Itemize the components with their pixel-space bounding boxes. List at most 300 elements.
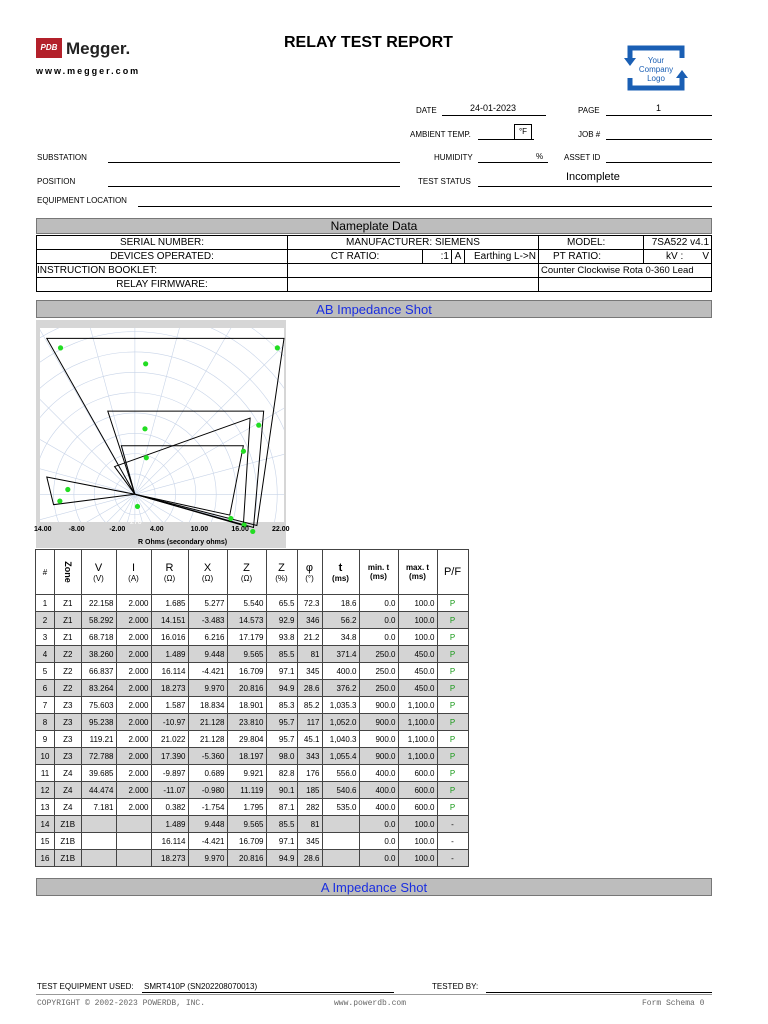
table-cell: 18.273 xyxy=(151,850,188,867)
logo-text-2: Company xyxy=(638,65,674,74)
table-cell: 1.795 xyxy=(227,799,266,816)
table-cell: 100.0 xyxy=(398,850,437,867)
x-tick-label: -2.00 xyxy=(109,526,126,533)
table-cell: 16.016 xyxy=(151,629,188,646)
table-cell: 282 xyxy=(297,799,322,816)
table-cell: 15 xyxy=(36,833,55,850)
megger-logo xyxy=(36,38,146,60)
x-tick-label: 16.00 xyxy=(231,526,249,533)
table-row xyxy=(36,629,469,646)
ct-ratio: :1 xyxy=(422,250,451,263)
angle-label: 270 xyxy=(130,519,142,526)
table-cell: 38.260 xyxy=(81,646,116,663)
status-field[interactable]: Incomplete xyxy=(478,174,712,187)
table-cell xyxy=(116,816,151,833)
table-cell: 9.970 xyxy=(188,680,227,697)
table-cell: 556.0 xyxy=(322,765,359,782)
table-cell: 1.489 xyxy=(151,646,188,663)
table-row xyxy=(36,595,469,612)
ct-label: CT RATIO: xyxy=(330,251,380,262)
table-cell: Z4 xyxy=(55,765,82,782)
table-row xyxy=(36,833,469,850)
table-cell: 21.2 xyxy=(297,629,322,646)
logo-text-1: Your xyxy=(647,56,665,65)
table-cell: Z2 xyxy=(55,680,82,697)
ct-cell xyxy=(288,250,539,264)
humidity-label: HUMIDITY xyxy=(434,153,473,162)
table-cell: 5 xyxy=(36,663,55,680)
col-header: min. t (ms) xyxy=(359,550,398,595)
table-row xyxy=(36,816,469,833)
table-cell: 0.0 xyxy=(359,595,398,612)
test-equipment-label: TEST EQUIPMENT USED: xyxy=(37,982,134,991)
table-cell: Z1B xyxy=(55,816,82,833)
test-point xyxy=(58,345,63,350)
x-axis-label: R Ohms (secondary ohms) xyxy=(138,539,228,546)
page-title: RELAY TEST REPORT xyxy=(284,34,453,51)
col-header: max. t (ms) xyxy=(398,550,437,595)
table-cell: 28.6 xyxy=(297,680,322,697)
serial-label: SERIAL NUMBER: xyxy=(37,236,288,250)
brand-name: Megger. xyxy=(66,39,131,58)
col-header: I (A) xyxy=(116,550,151,595)
table-cell: 535.0 xyxy=(322,799,359,816)
table-cell: - xyxy=(437,850,468,867)
table-cell: 18.834 xyxy=(188,697,227,714)
tested-by-label: TESTED BY: xyxy=(432,982,479,991)
table-cell: 2.000 xyxy=(116,629,151,646)
table-cell xyxy=(322,816,359,833)
table-cell: 39.685 xyxy=(81,765,116,782)
date-label: DATE xyxy=(416,106,437,115)
model-label: MODEL: xyxy=(539,236,644,250)
table-cell: 2.000 xyxy=(116,765,151,782)
form-schema: Form Schema 0 xyxy=(642,999,705,1008)
col-header: φ (°) xyxy=(297,550,322,595)
table-cell: 9.565 xyxy=(227,646,266,663)
manufacturer-cell: MANUFACTURER: SIEMENS xyxy=(288,236,539,250)
table-cell: 2.000 xyxy=(116,697,151,714)
table-cell: 10 xyxy=(36,748,55,765)
table-cell: 6 xyxy=(36,680,55,697)
col-header: P/F xyxy=(437,550,468,595)
table-cell: - xyxy=(437,833,468,850)
table-cell: 82.8 xyxy=(266,765,297,782)
devices-label: DEVICES OPERATED: xyxy=(37,250,288,264)
table-cell: 12 xyxy=(36,782,55,799)
table-cell: 0.0 xyxy=(359,833,398,850)
table-cell xyxy=(116,850,151,867)
x-tick-label: -8.00 xyxy=(68,526,85,533)
a-section-title: A Impedance Shot xyxy=(36,878,712,896)
table-cell: 7 xyxy=(36,697,55,714)
table-cell: 97.1 xyxy=(266,833,297,850)
pt-label: PT RATIO: xyxy=(539,250,644,264)
table-cell: 250.0 xyxy=(359,663,398,680)
table-cell: 400.0 xyxy=(359,782,398,799)
table-cell: 1,100.0 xyxy=(398,714,437,731)
table-cell: -4.421 xyxy=(188,833,227,850)
nameplate-title: Nameplate Data xyxy=(36,218,712,234)
rotation: Counter Clockwise Rota 0-360 Lead xyxy=(539,264,712,278)
col-header: V (V) xyxy=(81,550,116,595)
col-header: X (Ω) xyxy=(188,550,227,595)
table-cell: 9.970 xyxy=(188,850,227,867)
table-cell: 98.0 xyxy=(266,748,297,765)
table-cell: 17.390 xyxy=(151,748,188,765)
table-cell: -1.754 xyxy=(188,799,227,816)
page-label: PAGE xyxy=(578,106,600,115)
table-row xyxy=(36,782,469,799)
table-cell: 600.0 xyxy=(398,799,437,816)
table-cell: 2.000 xyxy=(116,799,151,816)
table-cell: 94.9 xyxy=(266,680,297,697)
table-cell: 14 xyxy=(36,816,55,833)
asset-label: ASSET ID xyxy=(564,153,601,162)
nameplate-table xyxy=(36,235,712,292)
table-cell: 0.689 xyxy=(188,765,227,782)
table-cell: 9 xyxy=(36,731,55,748)
manufacturer-value: SIEMENS xyxy=(434,237,480,248)
table-cell: Z1B xyxy=(55,833,82,850)
date-field[interactable]: 24-01-2023 xyxy=(442,103,546,116)
table-cell: 9.448 xyxy=(188,646,227,663)
table-cell: 95.7 xyxy=(266,731,297,748)
x-tick-label: 22.00 xyxy=(272,526,290,533)
table-cell: 66.837 xyxy=(81,663,116,680)
table-cell: 2.000 xyxy=(116,782,151,799)
footer-site: www.powerdb.com xyxy=(334,999,407,1008)
test-point xyxy=(250,529,255,534)
table-row xyxy=(36,765,469,782)
table-cell: 29.804 xyxy=(227,731,266,748)
table-cell: P xyxy=(437,646,468,663)
table-cell: 13 xyxy=(36,799,55,816)
powerdb-mark-icon: PDB xyxy=(36,38,62,58)
table-cell: P xyxy=(437,748,468,765)
table-cell: 90.1 xyxy=(266,782,297,799)
table-cell: 0.0 xyxy=(359,816,398,833)
table-cell: Z3 xyxy=(55,697,82,714)
table-cell: 900.0 xyxy=(359,731,398,748)
table-cell: 92.9 xyxy=(266,612,297,629)
table-cell: P xyxy=(437,697,468,714)
table-row xyxy=(36,714,469,731)
ct-unit: A xyxy=(451,250,465,263)
job-label: JOB # xyxy=(578,130,601,139)
table-cell: 16.709 xyxy=(227,833,266,850)
table-cell: 20.816 xyxy=(227,850,266,867)
table-cell: P xyxy=(437,765,468,782)
table-cell xyxy=(322,850,359,867)
table-cell xyxy=(81,833,116,850)
table-cell: 1.489 xyxy=(151,816,188,833)
table-cell: 176 xyxy=(297,765,322,782)
table-cell: Z4 xyxy=(55,782,82,799)
impedance-chart-svg xyxy=(34,320,290,548)
table-cell: 16.709 xyxy=(227,663,266,680)
table-cell: -9.897 xyxy=(151,765,188,782)
col-header: Zone xyxy=(55,550,82,595)
table-cell: 21.022 xyxy=(151,731,188,748)
test-point xyxy=(228,516,233,521)
table-cell: 450.0 xyxy=(398,680,437,697)
table-cell: 22.158 xyxy=(81,595,116,612)
equipment-location-label: EQUIPMENT LOCATION xyxy=(37,196,127,205)
table-cell: 8 xyxy=(36,714,55,731)
logo-text-3: Logo xyxy=(647,74,665,83)
booklet-label: INSTRUCTION BOOKLET: xyxy=(37,264,288,278)
table-cell: -3.483 xyxy=(188,612,227,629)
table-cell: 75.603 xyxy=(81,697,116,714)
table-cell: 1,100.0 xyxy=(398,748,437,765)
table-cell: 540.6 xyxy=(322,782,359,799)
table-cell: 2.000 xyxy=(116,612,151,629)
table-cell: 18.6 xyxy=(322,595,359,612)
table-cell: -11.07 xyxy=(151,782,188,799)
table-cell: 93.8 xyxy=(266,629,297,646)
tested-by-field[interactable] xyxy=(486,980,712,993)
table-row xyxy=(36,697,469,714)
table-cell: 346 xyxy=(297,612,322,629)
results-table xyxy=(35,549,469,867)
table-cell: 18.901 xyxy=(227,697,266,714)
table-cell: P xyxy=(437,663,468,680)
table-cell: 0.0 xyxy=(359,629,398,646)
test-point xyxy=(256,423,261,428)
table-cell: 345 xyxy=(297,663,322,680)
table-cell: 87.1 xyxy=(266,799,297,816)
table-cell: Z2 xyxy=(55,663,82,680)
test-point xyxy=(142,426,147,431)
table-cell: 100.0 xyxy=(398,816,437,833)
table-row xyxy=(36,731,469,748)
table-cell: 250.0 xyxy=(359,646,398,663)
table-cell: 45.1 xyxy=(297,731,322,748)
table-cell: 6.216 xyxy=(188,629,227,646)
ambient-unit: °F xyxy=(514,124,532,140)
table-cell: Z3 xyxy=(55,714,82,731)
table-cell: 2.000 xyxy=(116,663,151,680)
table-cell: 2.000 xyxy=(116,595,151,612)
table-cell: 1,100.0 xyxy=(398,731,437,748)
table-cell: 5.540 xyxy=(227,595,266,612)
table-cell: P xyxy=(437,629,468,646)
table-cell: 97.1 xyxy=(266,663,297,680)
col-header: # xyxy=(36,550,55,595)
table-cell: 1,040.3 xyxy=(322,731,359,748)
firmware-label: RELAY FIRMWARE: xyxy=(37,278,288,292)
position-label: POSITION xyxy=(37,177,76,186)
table-cell: 0.0 xyxy=(359,612,398,629)
table-cell: 400.0 xyxy=(359,799,398,816)
table-cell: 68.718 xyxy=(81,629,116,646)
table-cell: 1 xyxy=(36,595,55,612)
table-cell: 100.0 xyxy=(398,612,437,629)
table-cell: 85.5 xyxy=(266,816,297,833)
table-cell: 400.0 xyxy=(322,663,359,680)
table-cell: 11.119 xyxy=(227,782,266,799)
table-cell: 117 xyxy=(297,714,322,731)
table-cell: P xyxy=(437,680,468,697)
asset-field[interactable] xyxy=(606,150,712,163)
table-cell: 100.0 xyxy=(398,833,437,850)
table-cell: 0.382 xyxy=(151,799,188,816)
page-field[interactable]: 1 xyxy=(606,103,712,116)
test-point xyxy=(65,487,70,492)
table-row xyxy=(36,646,469,663)
table-cell: P xyxy=(437,782,468,799)
table-cell: 83.264 xyxy=(81,680,116,697)
table-cell: 11 xyxy=(36,765,55,782)
table-cell: 185 xyxy=(297,782,322,799)
table-cell: - xyxy=(437,816,468,833)
humidity-field[interactable]: % xyxy=(478,150,548,163)
table-cell: Z2 xyxy=(55,646,82,663)
test-equipment-field[interactable]: SMRT410P (SN202208070013) xyxy=(142,980,394,993)
table-cell: 16 xyxy=(36,850,55,867)
table-cell: 85.3 xyxy=(266,697,297,714)
table-row xyxy=(36,612,469,629)
table-cell: 119.21 xyxy=(81,731,116,748)
firmware-value[interactable] xyxy=(288,278,539,292)
table-cell: 18.197 xyxy=(227,748,266,765)
table-cell: 95.238 xyxy=(81,714,116,731)
test-point xyxy=(143,361,148,366)
table-cell xyxy=(116,833,151,850)
equipment-location-field[interactable] xyxy=(138,194,712,207)
job-field[interactable] xyxy=(606,127,712,140)
earthing: Earthing L->N xyxy=(474,251,536,262)
test-point xyxy=(57,498,62,503)
table-cell: -5.360 xyxy=(188,748,227,765)
table-cell: 1,055.4 xyxy=(322,748,359,765)
table-cell: 100.0 xyxy=(398,629,437,646)
table-cell: 5.277 xyxy=(188,595,227,612)
table-cell: 23.810 xyxy=(227,714,266,731)
company-logo xyxy=(622,40,690,96)
table-row xyxy=(36,680,469,697)
table-cell: -10.97 xyxy=(151,714,188,731)
table-cell: Z1 xyxy=(55,629,82,646)
table-cell: 1,035.3 xyxy=(322,697,359,714)
table-cell: 1.685 xyxy=(151,595,188,612)
test-point xyxy=(275,345,280,350)
table-cell: 2.000 xyxy=(116,731,151,748)
table-cell: 65.5 xyxy=(266,595,297,612)
table-cell: -4.421 xyxy=(188,663,227,680)
table-cell: 1.587 xyxy=(151,697,188,714)
table-cell xyxy=(322,833,359,850)
col-header: Z (Ω) xyxy=(227,550,266,595)
table-cell: 1,052.0 xyxy=(322,714,359,731)
table-cell: 1,100.0 xyxy=(398,697,437,714)
table-cell: 56.2 xyxy=(322,612,359,629)
test-point xyxy=(241,449,246,454)
table-cell: -0.980 xyxy=(188,782,227,799)
table-cell: 3 xyxy=(36,629,55,646)
table-cell: 600.0 xyxy=(398,782,437,799)
table-cell xyxy=(81,850,116,867)
table-cell: 900.0 xyxy=(359,697,398,714)
table-cell: P xyxy=(437,714,468,731)
table-cell: 16.114 xyxy=(151,663,188,680)
test-point xyxy=(135,504,140,509)
table-cell: 2 xyxy=(36,612,55,629)
x-tick-label: 4.00 xyxy=(150,526,164,533)
test-point xyxy=(144,455,149,460)
table-cell: 95.7 xyxy=(266,714,297,731)
table-cell: 2.000 xyxy=(116,680,151,697)
table-cell: P xyxy=(437,612,468,629)
x-tick-label: 10.00 xyxy=(190,526,209,533)
table-cell: 85.5 xyxy=(266,646,297,663)
table-cell: 0.0 xyxy=(359,850,398,867)
table-cell: 9.565 xyxy=(227,816,266,833)
table-cell: 900.0 xyxy=(359,748,398,765)
ambient-label: AMBIENT TEMP. xyxy=(410,130,471,139)
table-cell: 94.9 xyxy=(266,850,297,867)
website: www.megger.com xyxy=(36,66,141,76)
table-row xyxy=(36,850,469,867)
impedance-chart xyxy=(34,320,290,548)
table-row xyxy=(36,799,469,816)
table-cell: 400.0 xyxy=(359,765,398,782)
booklet-value[interactable] xyxy=(288,264,539,278)
col-header: t (ms) xyxy=(322,550,359,595)
table-cell: 34.8 xyxy=(322,629,359,646)
table-cell: 9.448 xyxy=(188,816,227,833)
table-cell xyxy=(81,816,116,833)
table-cell: 18.273 xyxy=(151,680,188,697)
table-cell: 250.0 xyxy=(359,680,398,697)
table-cell: 16.114 xyxy=(151,833,188,850)
table-cell: P xyxy=(437,595,468,612)
position-field[interactable] xyxy=(108,174,400,187)
table-cell: 81 xyxy=(297,816,322,833)
table-row xyxy=(36,748,469,765)
table-cell: 371.4 xyxy=(322,646,359,663)
table-cell: 2.000 xyxy=(116,646,151,663)
table-cell: 14.573 xyxy=(227,612,266,629)
substation-field[interactable] xyxy=(108,150,400,163)
col-header: R (Ω) xyxy=(151,550,188,595)
table-cell: Z4 xyxy=(55,799,82,816)
pt-cell: kV : V xyxy=(644,250,712,264)
table-cell: 450.0 xyxy=(398,663,437,680)
table-cell: 2.000 xyxy=(116,748,151,765)
table-cell: 450.0 xyxy=(398,646,437,663)
table-cell: 9.921 xyxy=(227,765,266,782)
table-cell: 81 xyxy=(297,646,322,663)
table-cell: 100.0 xyxy=(398,595,437,612)
model-value: 7SA522 v4.1 xyxy=(644,236,712,250)
substation-label: SUBSTATION xyxy=(37,153,87,162)
table-cell: 17.179 xyxy=(227,629,266,646)
table-cell: 72.788 xyxy=(81,748,116,765)
table-cell: 4 xyxy=(36,646,55,663)
table-cell: Z3 xyxy=(55,731,82,748)
table-cell: 20.816 xyxy=(227,680,266,697)
copyright: COPYRIGHT © 2002-2023 POWERDB, INC. xyxy=(37,999,206,1008)
table-cell: Z3 xyxy=(55,748,82,765)
table-cell: 600.0 xyxy=(398,765,437,782)
table-cell: 72.3 xyxy=(297,595,322,612)
ab-section-title: AB Impedance Shot xyxy=(36,300,712,318)
table-cell: 343 xyxy=(297,748,322,765)
table-cell: Z1 xyxy=(55,595,82,612)
table-cell: 376.2 xyxy=(322,680,359,697)
